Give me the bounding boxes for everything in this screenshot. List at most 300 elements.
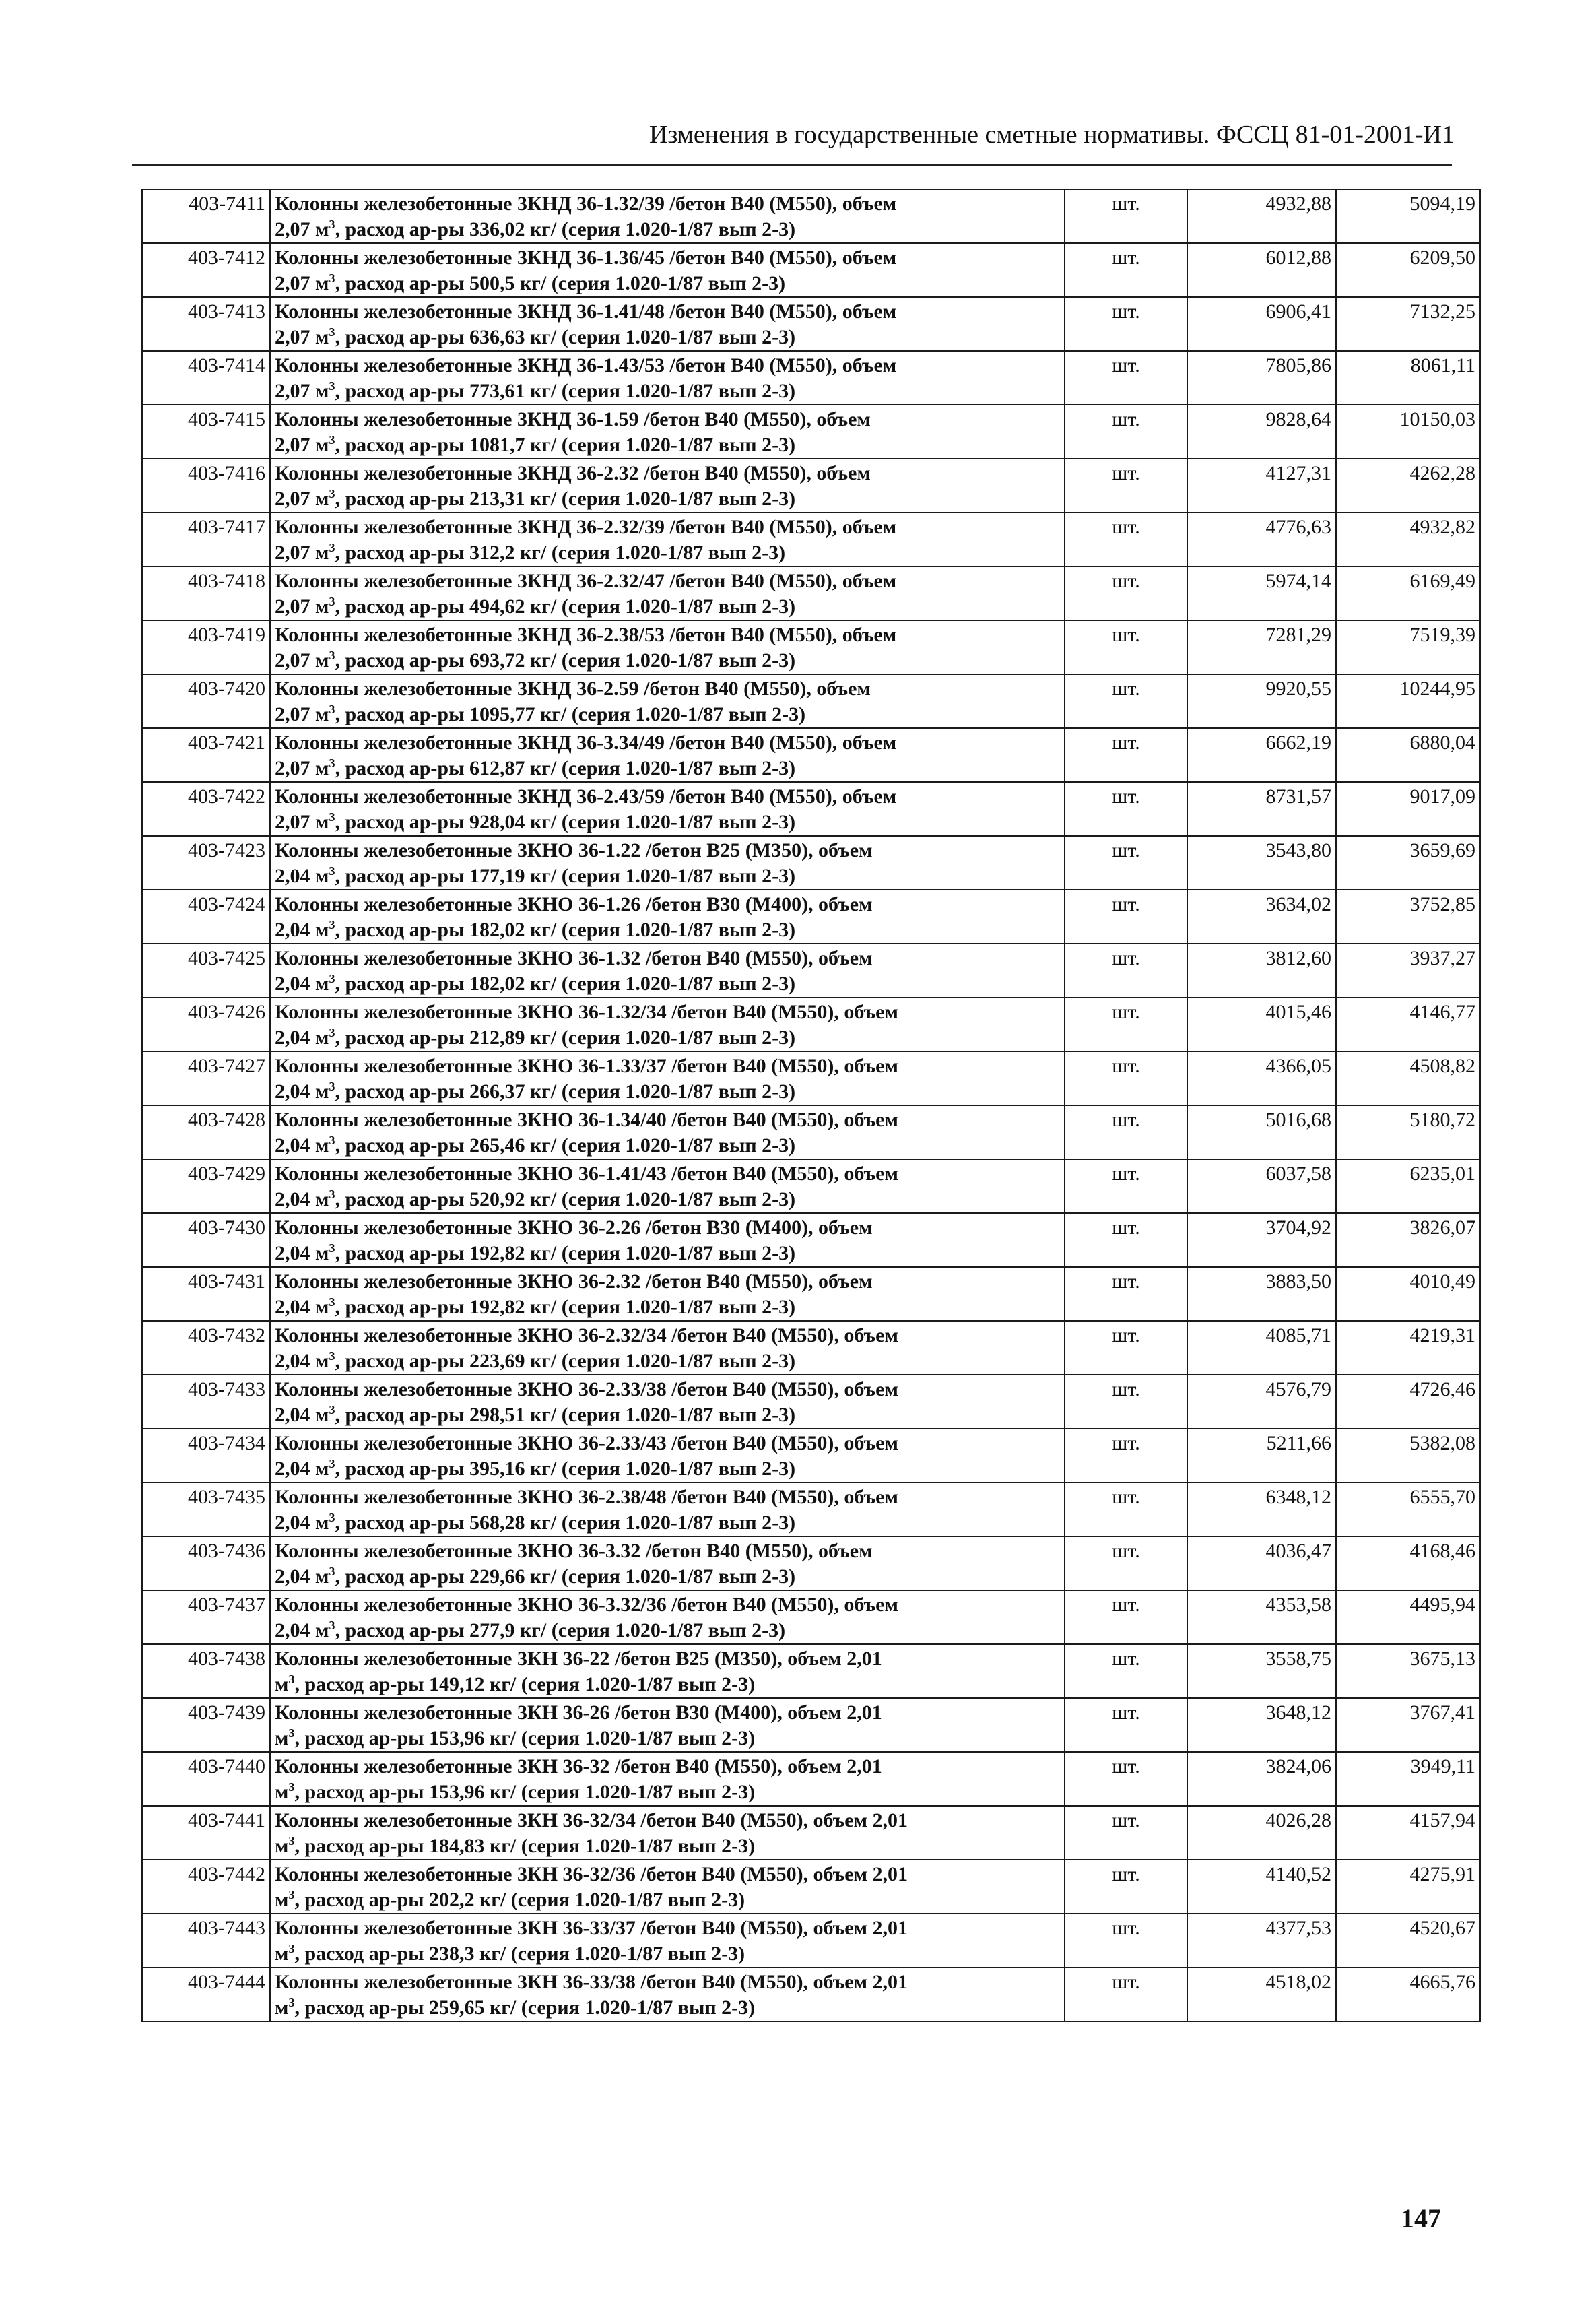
cubic-superscript: 3 — [329, 433, 335, 447]
row-price-total: 6209,50 — [1336, 243, 1480, 297]
table-row — [142, 243, 1480, 297]
cubic-superscript: 3 — [329, 703, 335, 716]
reinforcement-text: , расход ар-ры 1095,77 кг/ (серия 1.020-1/87 вып 2-3) — [335, 703, 806, 725]
cubic-superscript: 3 — [288, 1780, 295, 1794]
row-price-base: 4026,28 — [1187, 1806, 1336, 1860]
cubic-superscript: 3 — [329, 271, 335, 285]
row-description — [270, 998, 1065, 1051]
table-row — [142, 1159, 1480, 1213]
row-unit: шт. — [1065, 513, 1187, 566]
description-line — [275, 1456, 1060, 1482]
table-row — [142, 674, 1480, 728]
volume-unit: 2,04 м — [275, 1458, 329, 1480]
description-line — [275, 864, 1060, 889]
table-row — [142, 405, 1480, 459]
description-line — [275, 810, 1060, 835]
description-line: Колонны железобетонные 3КНО 36-1.32/34 /бетон В40 (М550), объем — [275, 1001, 898, 1023]
row-description — [270, 836, 1065, 890]
row-description — [270, 782, 1065, 836]
row-unit: шт. — [1065, 1375, 1187, 1429]
table-row — [142, 1914, 1480, 1967]
cubic-superscript: 3 — [329, 218, 335, 231]
table-row — [142, 998, 1480, 1051]
table-row — [142, 1321, 1480, 1375]
cubic-superscript: 3 — [288, 1996, 295, 2009]
description-line: Колонны железобетонные 3КНО 36-2.26 /бетон В30 (М400), объем — [275, 1216, 873, 1239]
row-code: 403-7423 — [142, 836, 270, 890]
row-price-total: 4219,31 — [1336, 1321, 1480, 1375]
row-price-base: 5974,14 — [1187, 566, 1336, 620]
table-row — [142, 297, 1480, 351]
row-price-base: 4353,58 — [1187, 1590, 1336, 1644]
row-description — [270, 890, 1065, 944]
cubic-superscript: 3 — [288, 1726, 295, 1740]
row-code: 403-7437 — [142, 1590, 270, 1644]
row-code: 403-7429 — [142, 1159, 270, 1213]
volume-unit: 2,07 м — [275, 380, 329, 402]
row-price-base: 6348,12 — [1187, 1483, 1336, 1536]
description-line — [275, 1241, 1060, 1266]
description-line — [275, 1133, 1060, 1159]
description-line: Колонны железобетонные 3КНО 36-1.33/37 /бетон В40 (М550), объем — [275, 1055, 898, 1077]
row-unit: шт. — [1065, 1321, 1187, 1375]
description-line — [275, 702, 1060, 727]
row-unit: шт. — [1065, 836, 1187, 890]
description-line: Колонны железобетонные 3КНД 36-1.32/39 /бетон В40 (М550), объем — [275, 193, 897, 215]
cubic-superscript: 3 — [329, 379, 335, 393]
description-line — [275, 1672, 1060, 1697]
reinforcement-text: , расход ар-ры 153,96 кг/ (серия 1.020-1/87 вып 2-3) — [294, 1727, 756, 1749]
row-price-base: 8731,57 — [1187, 782, 1336, 836]
reinforcement-text: , расход ар-ры 223,69 кг/ (серия 1.020-1/87 вып 2-3) — [335, 1350, 796, 1372]
row-price-base: 4127,31 — [1187, 459, 1336, 513]
row-description — [270, 1752, 1065, 1806]
row-unit: шт. — [1065, 297, 1187, 351]
table-row — [142, 513, 1480, 566]
row-price-total: 9017,09 — [1336, 782, 1480, 836]
row-price-base: 4366,05 — [1187, 1051, 1336, 1105]
row-description — [270, 1698, 1065, 1752]
table-row — [142, 944, 1480, 998]
reinforcement-text: , расход ар-ры 612,87 кг/ (серия 1.020-1/87 вып 2-3) — [335, 757, 796, 779]
row-price-total: 4520,67 — [1336, 1914, 1480, 1967]
table-row — [142, 1267, 1480, 1321]
row-price-total: 4932,82 — [1336, 513, 1480, 566]
row-price-base: 4932,88 — [1187, 189, 1336, 243]
description-line: Колонны железобетонные 3КНО 36-2.38/48 /бетон В40 (М550), объем — [275, 1486, 898, 1508]
row-price-total: 4495,94 — [1336, 1590, 1480, 1644]
page-number: 147 — [1401, 2203, 1441, 2234]
cubic-superscript: 3 — [329, 1187, 335, 1201]
row-unit: шт. — [1065, 566, 1187, 620]
cubic-superscript: 3 — [288, 1942, 295, 1955]
row-unit: шт. — [1065, 620, 1187, 674]
reinforcement-text: , расход ар-ры 192,82 кг/ (серия 1.020-1/87 вып 2-3) — [335, 1242, 796, 1264]
row-price-total: 3767,41 — [1336, 1698, 1480, 1752]
row-code: 403-7417 — [142, 513, 270, 566]
description-line: Колонны железобетонные 3КНД 36-2.32/39 /бетон В40 (М550), объем — [275, 516, 897, 538]
volume-unit: 2,07 м — [275, 811, 329, 833]
row-price-total: 4262,28 — [1336, 459, 1480, 513]
row-description — [270, 1860, 1065, 1914]
row-price-base: 3812,60 — [1187, 944, 1336, 998]
description-line: Колонны железобетонные 3КНД 36-1.36/45 /бетон В40 (М550), объем — [275, 247, 897, 269]
row-code: 403-7424 — [142, 890, 270, 944]
description-line: Колонны железобетонные 3КНО 36-2.32 /бетон В40 (М550), объем — [275, 1270, 873, 1293]
row-price-base: 7805,86 — [1187, 351, 1336, 405]
row-description — [270, 728, 1065, 782]
cubic-superscript: 3 — [329, 1619, 335, 1632]
row-unit: шт. — [1065, 1105, 1187, 1159]
description-line: Колонны железобетонные 3КНО 36-2.33/38 /бетон В40 (М550), объем — [275, 1378, 898, 1400]
row-unit: шт. — [1065, 944, 1187, 998]
row-code: 403-7411 — [142, 189, 270, 243]
row-price-total: 4010,49 — [1336, 1267, 1480, 1321]
volume-unit: 2,07 м — [275, 434, 329, 456]
cubic-superscript: 3 — [329, 864, 335, 878]
row-price-total: 6880,04 — [1336, 728, 1480, 782]
row-price-base: 5211,66 — [1187, 1429, 1336, 1483]
row-price-base: 3543,80 — [1187, 836, 1336, 890]
description-line — [275, 1295, 1060, 1320]
reinforcement-text: , расход ар-ры 277,9 кг/ (серия 1.020-1/87 вып 2-3) — [335, 1619, 786, 1641]
row-description — [270, 1213, 1065, 1267]
table-row — [142, 1105, 1480, 1159]
description-line: Колонны железобетонные 3КНД 36-3.34/49 /бетон В40 (М550), объем — [275, 731, 897, 754]
reinforcement-text: , расход ар-ры 265,46 кг/ (серия 1.020-1/87 вып 2-3) — [335, 1134, 796, 1157]
row-unit: шт. — [1065, 1159, 1187, 1213]
cubic-superscript: 3 — [329, 1134, 335, 1147]
description-line — [275, 1187, 1060, 1212]
row-price-total: 5180,72 — [1336, 1105, 1480, 1159]
description-line — [275, 971, 1060, 997]
row-unit: шт. — [1065, 998, 1187, 1051]
cubic-superscript: 3 — [329, 972, 335, 985]
row-price-total: 3675,13 — [1336, 1644, 1480, 1698]
table-row — [142, 1483, 1480, 1536]
row-price-base: 6037,58 — [1187, 1159, 1336, 1213]
description-line — [275, 1887, 1060, 1913]
table-row — [142, 1590, 1480, 1644]
row-description — [270, 1321, 1065, 1375]
description-line: Колонны железобетонные 3КН 36-26 /бетон В30 (М400), объем 2,01 — [275, 1701, 882, 1724]
row-unit: шт. — [1065, 189, 1187, 243]
reinforcement-text: , расход ар-ры 266,37 кг/ (серия 1.020-1/87 вып 2-3) — [335, 1080, 796, 1103]
volume-unit: 2,04 м — [275, 1188, 329, 1210]
cubic-superscript: 3 — [288, 1888, 295, 1901]
reinforcement-text: , расход ар-ры 568,28 кг/ (серия 1.020-1/87 вып 2-3) — [335, 1511, 796, 1534]
row-price-base: 6662,19 — [1187, 728, 1336, 782]
row-unit: шт. — [1065, 459, 1187, 513]
row-price-total: 3659,69 — [1336, 836, 1480, 890]
row-price-base: 4377,53 — [1187, 1914, 1336, 1967]
volume-unit: 2,07 м — [275, 326, 329, 348]
reinforcement-text: , расход ар-ры 395,16 кг/ (серия 1.020-1/87 вып 2-3) — [335, 1458, 796, 1480]
volume-unit: 2,04 м — [275, 973, 329, 995]
description-line — [275, 1079, 1060, 1105]
volume-unit: 2,07 м — [275, 703, 329, 725]
table-row — [142, 351, 1480, 405]
table-row — [142, 1967, 1480, 2021]
volume-unit: 2,04 м — [275, 1404, 329, 1426]
volume-unit: м — [275, 1781, 289, 1803]
row-description — [270, 620, 1065, 674]
row-description — [270, 405, 1065, 459]
volume-unit: 2,04 м — [275, 1027, 329, 1049]
row-price-base: 9828,64 — [1187, 405, 1336, 459]
cubic-superscript: 3 — [329, 325, 335, 339]
reinforcement-text: , расход ар-ры 192,82 кг/ (серия 1.020-1/87 вып 2-3) — [335, 1296, 796, 1318]
table-row — [142, 1213, 1480, 1267]
description-line — [275, 648, 1060, 674]
description-line: Колонны железобетонные 3КН 36-32/36 /бетон В40 (М550), объем 2,01 — [275, 1863, 908, 1885]
description-line: Колонны железобетонные 3КНД 36-2.38/53 /бетон В40 (М550), объем — [275, 624, 897, 646]
description-line — [275, 379, 1060, 404]
header-divider — [132, 164, 1452, 166]
row-price-base: 4015,46 — [1187, 998, 1336, 1051]
row-description — [270, 243, 1065, 297]
row-price-total: 5094,19 — [1336, 189, 1480, 243]
row-description — [270, 944, 1065, 998]
row-price-base: 3824,06 — [1187, 1752, 1336, 1806]
row-description — [270, 189, 1065, 243]
row-code: 403-7427 — [142, 1051, 270, 1105]
row-unit: шт. — [1065, 782, 1187, 836]
reinforcement-text: , расход ар-ры 259,65 кг/ (серия 1.020-1/87 вып 2-3) — [294, 1996, 756, 2019]
row-price-base: 4085,71 — [1187, 1321, 1336, 1375]
row-description — [270, 1267, 1065, 1321]
volume-unit: 2,04 м — [275, 1296, 329, 1318]
row-description — [270, 459, 1065, 513]
row-description — [270, 1967, 1065, 2021]
reinforcement-text: , расход ар-ры 149,12 кг/ (серия 1.020-1/87 вып 2-3) — [294, 1673, 756, 1695]
description-line — [275, 325, 1060, 350]
description-line — [275, 271, 1060, 296]
row-code: 403-7433 — [142, 1375, 270, 1429]
row-unit: шт. — [1065, 674, 1187, 728]
row-unit: шт. — [1065, 405, 1187, 459]
table-row — [142, 1806, 1480, 1860]
row-price-total: 6555,70 — [1336, 1483, 1480, 1536]
row-description — [270, 1644, 1065, 1698]
cubic-superscript: 3 — [329, 649, 335, 662]
description-line — [275, 1618, 1060, 1643]
table-row — [142, 782, 1480, 836]
row-code: 403-7439 — [142, 1698, 270, 1752]
table-row — [142, 566, 1480, 620]
description-line — [275, 540, 1060, 566]
row-code: 403-7413 — [142, 297, 270, 351]
row-unit: шт. — [1065, 1698, 1187, 1752]
reinforcement-text: , расход ар-ры 494,62 кг/ (серия 1.020-1/87 вып 2-3) — [335, 595, 796, 618]
description-line: Колонны железобетонные 3КНО 36-3.32/36 /бетон В40 (М550), объем — [275, 1594, 898, 1616]
row-unit: шт. — [1065, 1860, 1187, 1914]
row-description — [270, 1375, 1065, 1429]
reinforcement-text: , расход ар-ры 520,92 кг/ (серия 1.020-1/87 вып 2-3) — [335, 1188, 796, 1210]
volume-unit: м — [275, 1996, 289, 2019]
description-line: Колонны железобетонные 3КН 36-33/37 /бетон В40 (М550), объем 2,01 — [275, 1917, 908, 1939]
row-unit: шт. — [1065, 1051, 1187, 1105]
row-unit: шт. — [1065, 1429, 1187, 1483]
cubic-superscript: 3 — [288, 1834, 295, 1848]
cubic-superscript: 3 — [329, 1457, 335, 1470]
cubic-superscript: 3 — [329, 1026, 335, 1039]
volume-unit: 2,07 м — [275, 488, 329, 510]
row-description — [270, 1536, 1065, 1590]
description-line — [275, 1726, 1060, 1751]
description-line: Колонны железобетонные 3КНО 36-3.32 /бетон В40 (М550), объем — [275, 1540, 873, 1562]
volume-unit: 2,04 м — [275, 1242, 329, 1264]
row-description — [270, 513, 1065, 566]
volume-unit: 2,04 м — [275, 1350, 329, 1372]
row-price-total: 4275,91 — [1336, 1860, 1480, 1914]
row-price-total: 4665,76 — [1336, 1967, 1480, 2021]
reinforcement-text: , расход ар-ры 182,02 кг/ (серия 1.020-1/87 вып 2-3) — [335, 919, 796, 941]
reinforcement-text: , расход ар-ры 212,89 кг/ (серия 1.020-1/87 вып 2-3) — [335, 1027, 796, 1049]
description-line: Колонны железобетонные 3КНО 36-2.33/43 /бетон В40 (М550), объем — [275, 1432, 898, 1454]
cubic-superscript: 3 — [329, 1295, 335, 1309]
row-unit: шт. — [1065, 351, 1187, 405]
row-unit: шт. — [1065, 890, 1187, 944]
volume-unit: 2,04 м — [275, 919, 329, 941]
row-unit: шт. — [1065, 1644, 1187, 1698]
row-price-total: 6169,49 — [1336, 566, 1480, 620]
row-unit: шт. — [1065, 728, 1187, 782]
description-line — [275, 1995, 1060, 2021]
description-line: Колонны железобетонные 3КНД 36-2.59 /бетон В40 (М550), объем — [275, 678, 871, 700]
row-code: 403-7443 — [142, 1914, 270, 1967]
row-code: 403-7431 — [142, 1267, 270, 1321]
row-code: 403-7412 — [142, 243, 270, 297]
volume-unit: 2,04 м — [275, 1565, 329, 1588]
cubic-superscript: 3 — [329, 810, 335, 824]
volume-unit: м — [275, 1673, 289, 1695]
row-description — [270, 1105, 1065, 1159]
table-row — [142, 1375, 1480, 1429]
reinforcement-text: , расход ар-ры 693,72 кг/ (серия 1.020-1/87 вып 2-3) — [335, 649, 796, 672]
row-price-total: 8061,11 — [1336, 351, 1480, 405]
row-code: 403-7420 — [142, 674, 270, 728]
row-unit: шт. — [1065, 1267, 1187, 1321]
row-code: 403-7422 — [142, 782, 270, 836]
cubic-superscript: 3 — [288, 1672, 295, 1686]
row-price-total: 4726,46 — [1336, 1375, 1480, 1429]
row-description — [270, 1590, 1065, 1644]
row-price-total: 6235,01 — [1336, 1159, 1480, 1213]
description-line — [275, 1025, 1060, 1051]
row-price-total: 3949,11 — [1336, 1752, 1480, 1806]
row-price-base: 5016,68 — [1187, 1105, 1336, 1159]
table-row — [142, 890, 1480, 944]
description-line: Колонны железобетонные 3КНО 36-1.34/40 /бетон В40 (М550), объем — [275, 1109, 898, 1131]
row-price-base: 3883,50 — [1187, 1267, 1336, 1321]
row-code: 403-7434 — [142, 1429, 270, 1483]
description-line: Колонны железобетонные 3КНД 36-1.41/48 /бетон В40 (М550), объем — [275, 300, 897, 323]
row-description — [270, 351, 1065, 405]
price-table — [141, 189, 1481, 2022]
row-price-base: 3634,02 — [1187, 890, 1336, 944]
description-line: Колонны железобетонные 3КНД 36-2.32 /бетон В40 (М550), объем — [275, 462, 871, 484]
reinforcement-text: , расход ар-ры 238,3 кг/ (серия 1.020-1/87 вып 2-3) — [294, 1943, 745, 1965]
row-unit: шт. — [1065, 1914, 1187, 1967]
row-code: 403-7426 — [142, 998, 270, 1051]
volume-unit: 2,04 м — [275, 865, 329, 887]
row-price-base: 4776,63 — [1187, 513, 1336, 566]
row-description — [270, 1429, 1065, 1483]
row-description — [270, 297, 1065, 351]
row-code: 403-7415 — [142, 405, 270, 459]
volume-unit: 2,07 м — [275, 757, 329, 779]
row-price-base: 6906,41 — [1187, 297, 1336, 351]
volume-unit: м — [275, 1889, 289, 1911]
row-code: 403-7438 — [142, 1644, 270, 1698]
row-price-base: 6012,88 — [1187, 243, 1336, 297]
volume-unit: 2,04 м — [275, 1619, 329, 1641]
reinforcement-text: , расход ар-ры 298,51 кг/ (серия 1.020-1/87 вып 2-3) — [335, 1404, 796, 1426]
reinforcement-text: , расход ар-ры 773,61 кг/ (серия 1.020-1/87 вып 2-3) — [335, 380, 796, 402]
volume-unit: 2,07 м — [275, 649, 329, 672]
cubic-superscript: 3 — [329, 1511, 335, 1524]
volume-unit: 2,04 м — [275, 1080, 329, 1103]
row-price-base: 4576,79 — [1187, 1375, 1336, 1429]
description-line — [275, 1833, 1060, 1859]
row-price-total: 7519,39 — [1336, 620, 1480, 674]
cubic-superscript: 3 — [329, 541, 335, 554]
description-line — [275, 432, 1060, 458]
description-line — [275, 1348, 1060, 1374]
reinforcement-text: , расход ар-ры 213,31 кг/ (серия 1.020-1/87 вып 2-3) — [335, 488, 796, 510]
description-line — [275, 486, 1060, 512]
row-price-total: 4146,77 — [1336, 998, 1480, 1051]
cubic-superscript: 3 — [329, 1403, 335, 1417]
table-row — [142, 728, 1480, 782]
volume-unit: 2,04 м — [275, 1511, 329, 1534]
description-line: Колонны железобетонные 3КНО 36-1.32 /бетон В40 (М550), объем — [275, 947, 873, 969]
reinforcement-text: , расход ар-ры 202,2 кг/ (серия 1.020-1/87 вып 2-3) — [294, 1889, 745, 1911]
cubic-superscript: 3 — [329, 1080, 335, 1093]
table-row — [142, 620, 1480, 674]
description-line: Колонны железобетонные 3КНО 36-1.22 /бетон В25 (М350), объем — [275, 839, 873, 861]
volume-unit: м — [275, 1943, 289, 1965]
table-row — [142, 459, 1480, 513]
row-price-total: 3826,07 — [1336, 1213, 1480, 1267]
row-code: 403-7414 — [142, 351, 270, 405]
volume-unit: 2,04 м — [275, 1134, 329, 1157]
description-line — [275, 1510, 1060, 1536]
row-code: 403-7419 — [142, 620, 270, 674]
row-price-total: 10150,03 — [1336, 405, 1480, 459]
row-unit: шт. — [1065, 1752, 1187, 1806]
description-line: Колонны железобетонные 3КН 36-22 /бетон В25 (М350), объем 2,01 — [275, 1648, 882, 1670]
reinforcement-text: , расход ар-ры 336,02 кг/ (серия 1.020-1/87 вып 2-3) — [335, 218, 796, 240]
row-code: 403-7435 — [142, 1483, 270, 1536]
row-price-total: 10244,95 — [1336, 674, 1480, 728]
cubic-superscript: 3 — [329, 1241, 335, 1255]
page-header-title: Изменения в государственные сметные нормативы. ФССЦ 81-01-2001-И1 — [649, 121, 1455, 149]
row-description — [270, 566, 1065, 620]
description-line: Колонны железобетонные 3КН 36-32 /бетон В40 (М550), объем 2,01 — [275, 1755, 882, 1778]
reinforcement-text: , расход ар-ры 500,5 кг/ (серия 1.020-1/87 вып 2-3) — [335, 272, 786, 294]
row-price-total: 4157,94 — [1336, 1806, 1480, 1860]
row-unit: шт. — [1065, 1967, 1187, 2021]
row-price-total: 4168,46 — [1336, 1536, 1480, 1590]
cubic-superscript: 3 — [329, 918, 335, 932]
table-row — [142, 1698, 1480, 1752]
row-price-total: 3752,85 — [1336, 890, 1480, 944]
volume-unit: 2,07 м — [275, 595, 329, 618]
description-line — [275, 1780, 1060, 1805]
row-code: 403-7432 — [142, 1321, 270, 1375]
